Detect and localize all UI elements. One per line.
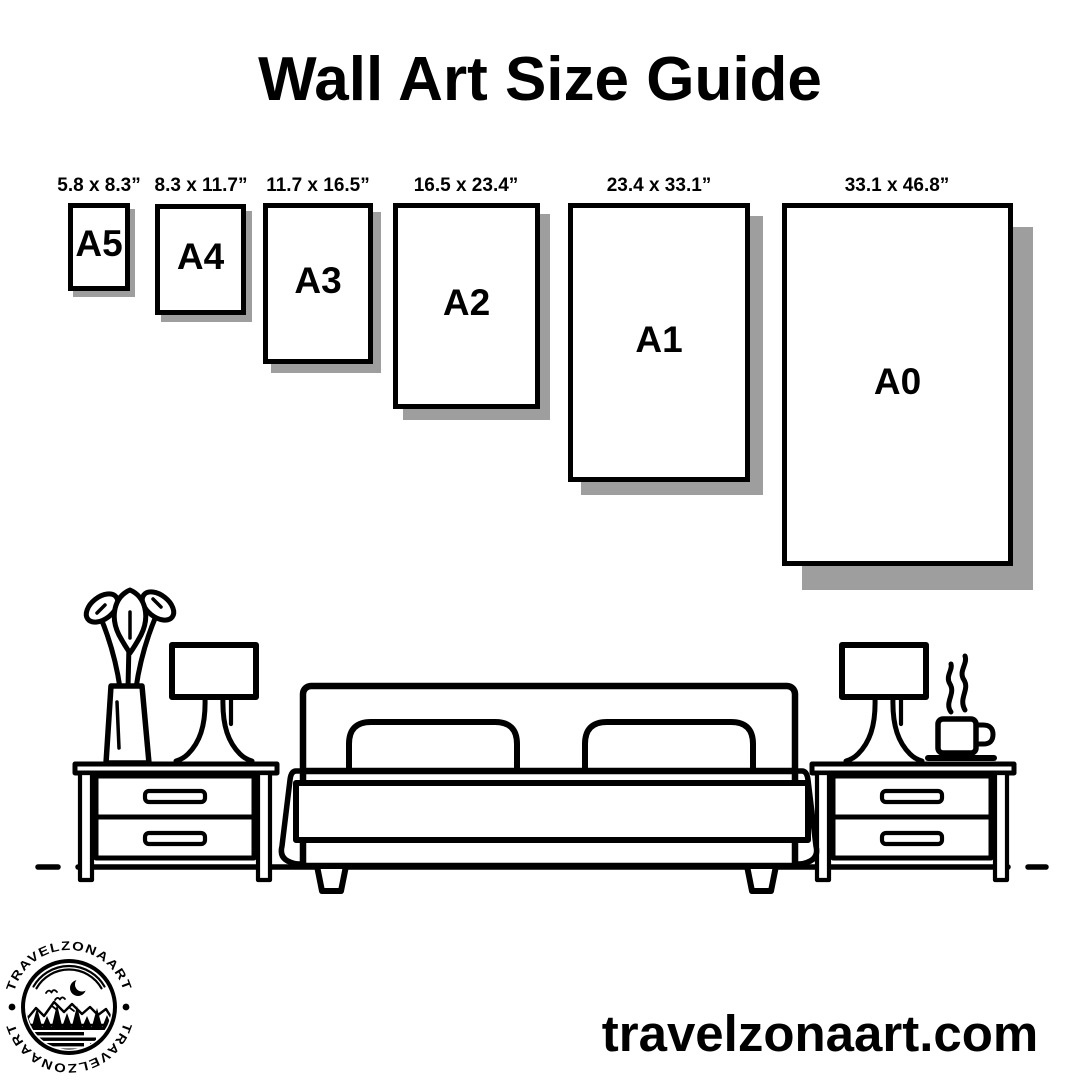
- size-label-a5: A5: [75, 223, 123, 264]
- badge-dot: [9, 1004, 16, 1011]
- bedroom-illustration: [0, 580, 1080, 900]
- steam: [948, 664, 951, 712]
- plant-in-vase: [81, 586, 179, 763]
- size-dimensions-a1: 23.4 x 33.1”: [606, 175, 712, 196]
- badge-dot: [123, 1004, 130, 1011]
- size-dimensions-a2: 16.5 x 23.4”: [413, 175, 519, 196]
- paper-a2: [393, 203, 540, 409]
- paper-a4: [155, 204, 246, 315]
- right-nightstand: [812, 764, 1014, 880]
- drawer-handle: [145, 791, 205, 802]
- size-label-a3: A3: [294, 259, 342, 301]
- lamp-shade: [842, 645, 926, 697]
- logo-badge: [0, 932, 144, 1082]
- lamp-shade: [172, 645, 256, 697]
- bird-icon: [46, 990, 57, 993]
- steam: [962, 656, 966, 710]
- drawer-handle: [145, 833, 205, 844]
- coffee-cup: [928, 656, 994, 758]
- paper-a0: [782, 203, 1013, 566]
- drawer-handle: [882, 833, 942, 844]
- size-label-a2: A2: [442, 282, 491, 323]
- paper-a1: [568, 203, 750, 482]
- size-dimensions-a0: 33.1 x 46.8”: [844, 175, 950, 196]
- left-table-lamp: [172, 645, 256, 761]
- bed-leg: [317, 866, 346, 891]
- size-label-a4: A4: [176, 235, 225, 277]
- page-title: Wall Art Size Guide: [258, 45, 822, 114]
- right-table-lamp: [842, 645, 926, 761]
- bed-leg: [747, 866, 776, 891]
- paper-a3: [263, 203, 373, 364]
- mattress-band: [296, 783, 808, 840]
- logo-bottom-text: TRAVELZONAART: [4, 1021, 135, 1076]
- moon-icon: [70, 978, 89, 997]
- bed: [281, 686, 816, 891]
- size-label-a1: A1: [635, 318, 683, 360]
- size-label-a0: A0: [873, 360, 922, 402]
- size-dimensions-a4: 8.3 x 11.7”: [154, 175, 248, 196]
- size-dimensions-a3: 11.7 x 16.5”: [266, 175, 370, 196]
- size-dimensions-a5: 5.8 x 8.3”: [57, 175, 141, 196]
- logo-top-text: TRAVELZONAART: [3, 938, 134, 993]
- drawer-handle: [882, 791, 942, 802]
- website-url: travelzonaart.com: [601, 1005, 1039, 1062]
- paper-a5: [68, 203, 130, 291]
- left-nightstand: [75, 764, 277, 880]
- bird-icon: [55, 997, 65, 1000]
- vase: [106, 686, 149, 763]
